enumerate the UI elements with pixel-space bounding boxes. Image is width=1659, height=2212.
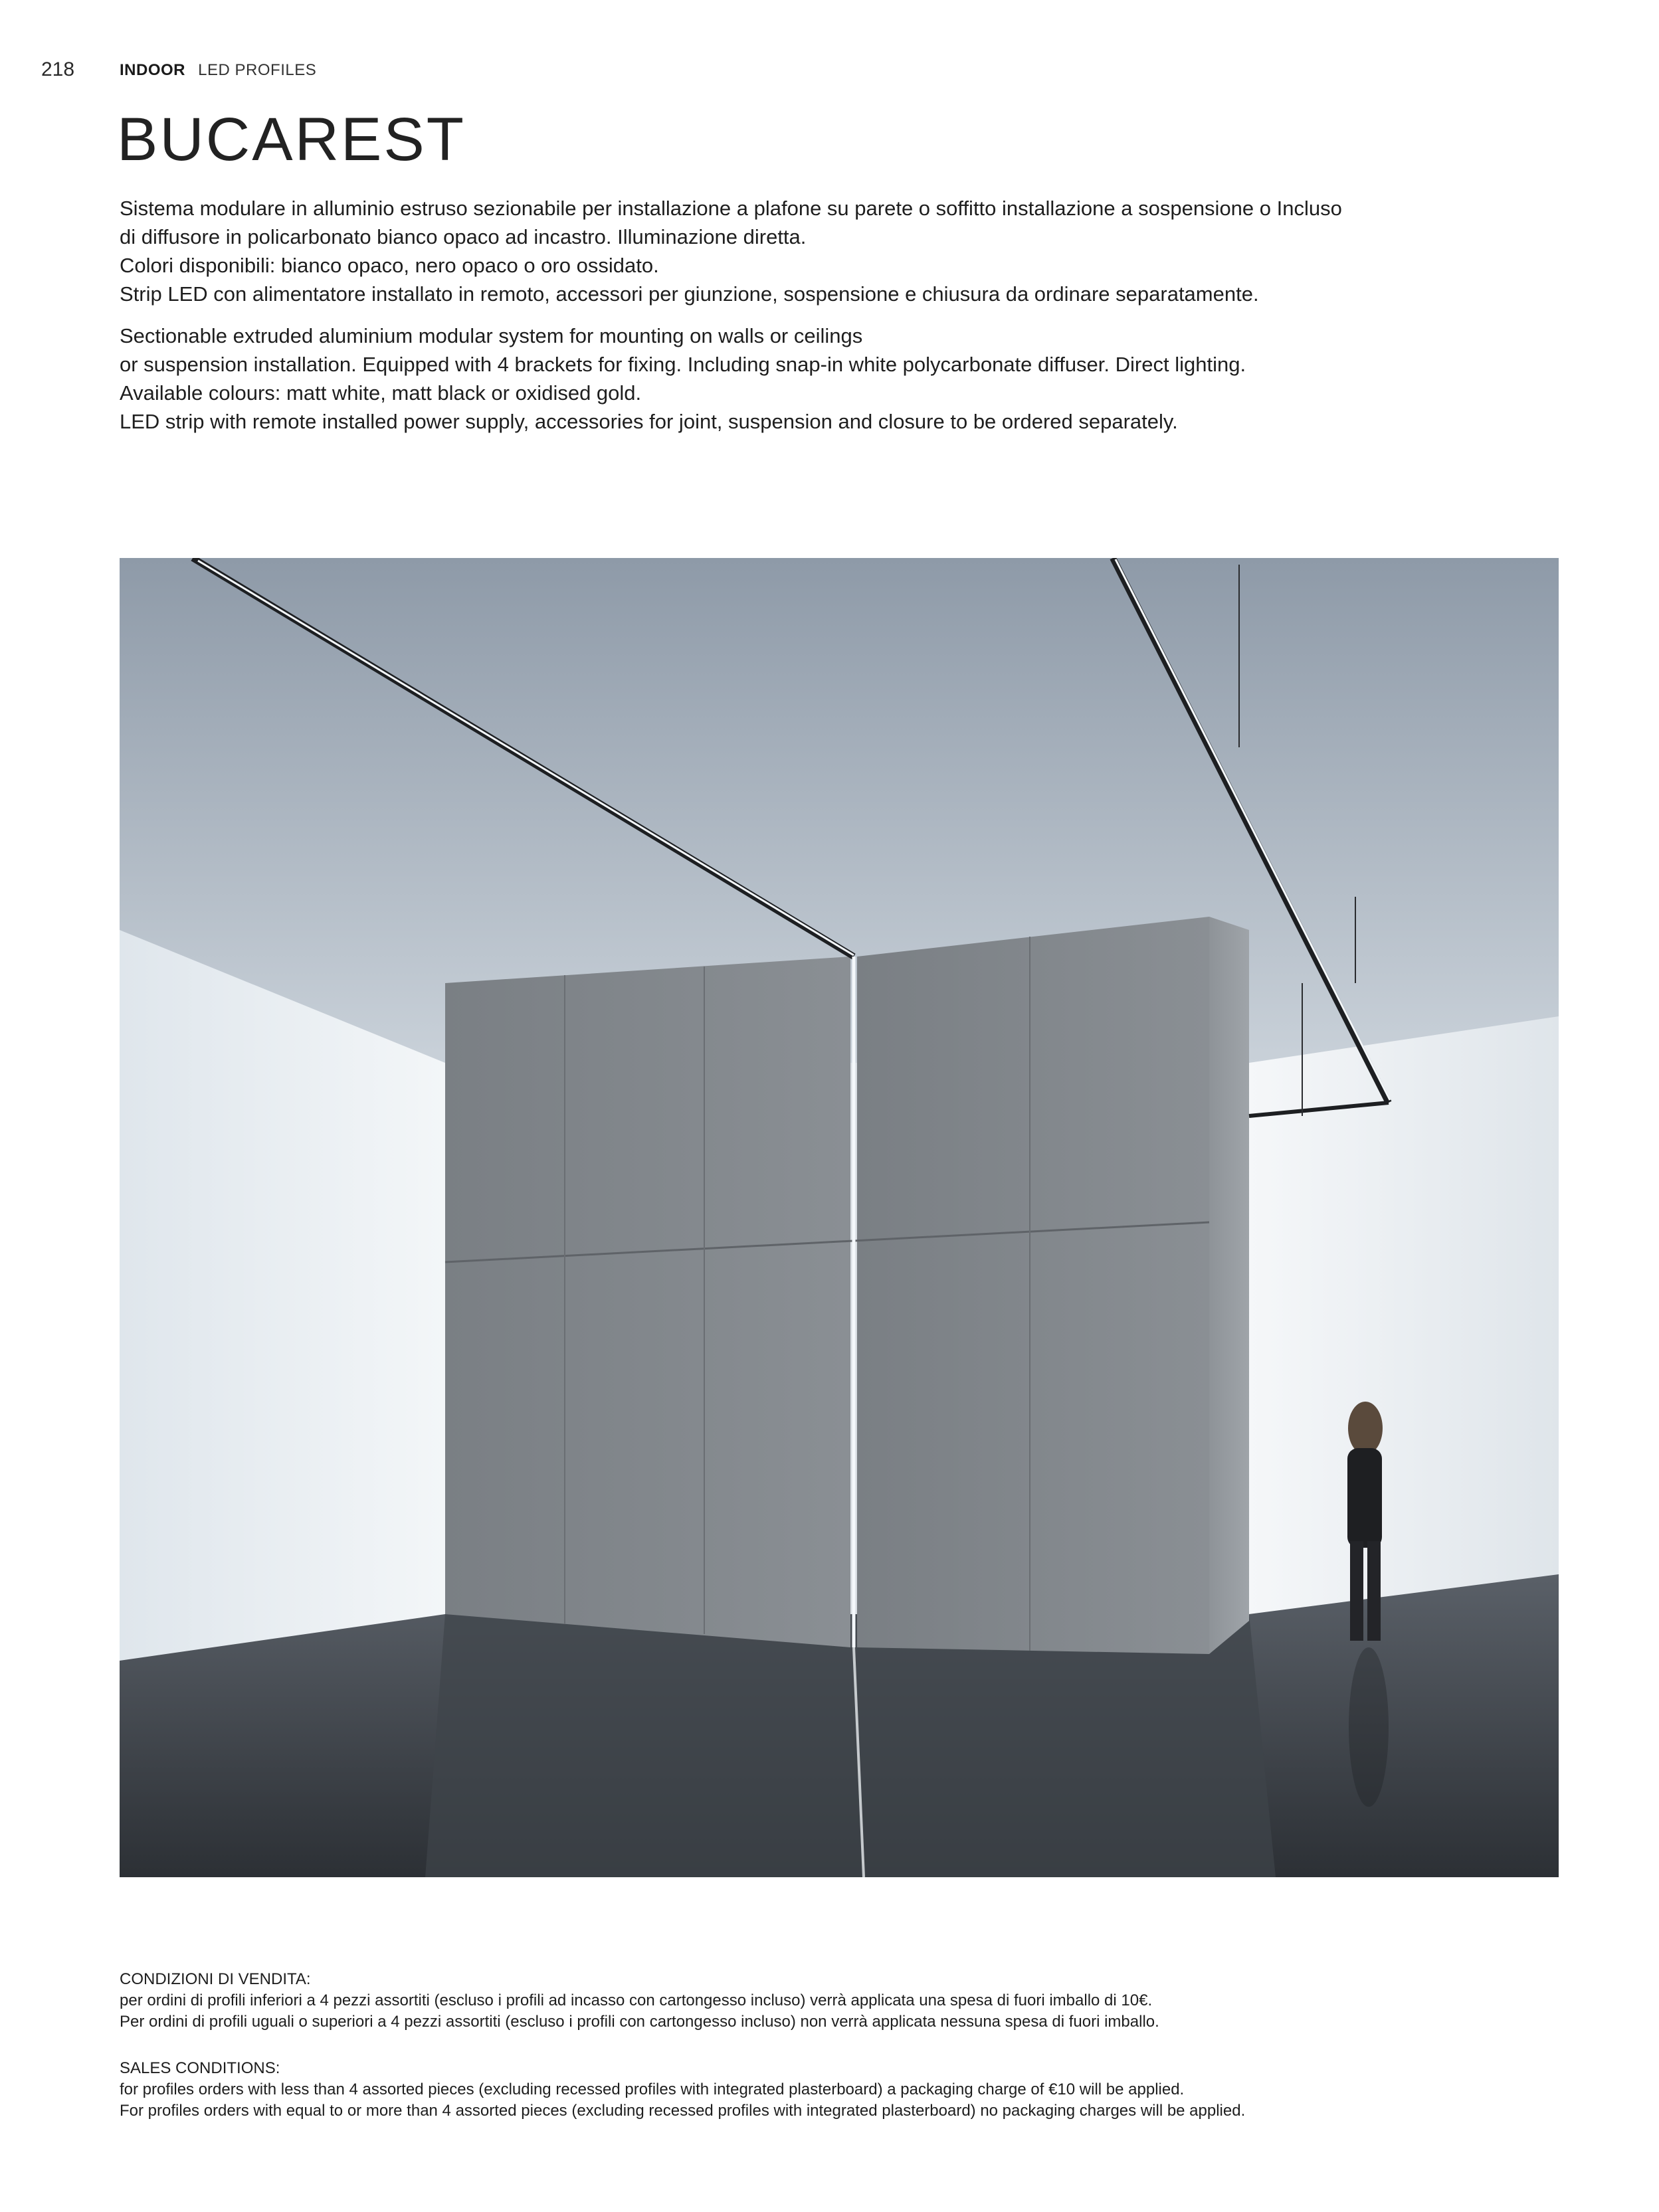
running-head [120, 61, 316, 80]
description-line: Sectionable extruded aluminium modular system for mounting on walls or ceilings [120, 324, 863, 347]
gallery-scene-illustration [120, 558, 1559, 1877]
product-photo [120, 558, 1559, 1877]
page-number: 218 [41, 58, 75, 80]
product-title: BUCAREST [117, 106, 466, 173]
conditions-line: per ordini di profili inferiori a 4 pezzi assortiti (escluso i profili ad incasso con cartongesso incluso) verrà applicata una spesa di fuori imballo di 10€. [120, 1991, 1153, 2009]
conditions-line: For profiles orders with equal to or more than 4 assorted pieces (excluding recessed profiles with integrated plasterboard) no packaging charges will be applied. [120, 2102, 1246, 2120]
subsection-label: LED PROFILES [198, 61, 317, 79]
description-italian [120, 194, 1581, 308]
description-english [120, 322, 1581, 436]
description-line: Available colours: matt white, matt black or oxidised gold. [120, 381, 642, 405]
description-line: Strip LED con alimentatore installato in remoto, accessori per giunzione, sospensione e chiusura da ordinare separatamente. [120, 282, 1259, 306]
conditions-line: Per ordini di profili uguali o superiori a 4 pezzi assortiti (escluso i profili con cartongesso incluso) non verrà applicata nessuna spesa di fuori imballo. [120, 2013, 1159, 2031]
description-line: Colori disponibili: bianco opaco, nero opaco o oro ossidato. [120, 254, 659, 277]
conditions-heading: CONDIZIONI DI VENDITA: [120, 1970, 311, 1988]
description-line: or suspension installation. Equipped with 4 brackets for fixing. Including snap-in white polycarbonate diffuser. Direct lighting. [120, 353, 1246, 376]
section-label: INDOOR [120, 61, 185, 79]
sales-conditions-italian [120, 1969, 1581, 2033]
sales-conditions-english [120, 2058, 1581, 2122]
conditions-heading: SALES CONDITIONS: [120, 2059, 280, 2077]
conditions-line: for profiles orders with less than 4 assorted pieces (excluding recessed profiles with integrated plasterboard) a packaging charge of €10 will be applied. [120, 2080, 1185, 2098]
description-line: LED strip with remote installed power supply, accessories for joint, suspension and closure to be ordered separately. [120, 410, 1178, 433]
description-line: Sistema modulare in alluminio estruso sezionabile per installazione a plafone su parete o soffitto installazione a sospensione o Incluso [120, 197, 1342, 220]
description-line: di diffusore in policarbonato bianco opaco ad incastro. Illuminazione diretta. [120, 225, 807, 248]
